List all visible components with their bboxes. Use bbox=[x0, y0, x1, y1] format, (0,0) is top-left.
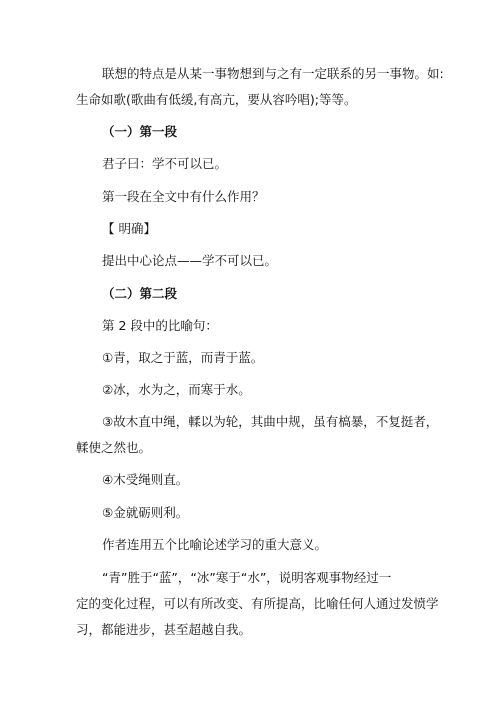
clarify-label: 【 明确】 bbox=[102, 221, 156, 236]
paragraph-line: 定的变化过程，可以有所改变、有所提高，比喻任何人通过发愤学 bbox=[76, 596, 439, 611]
paragraph-line: 生命如歌(歌曲有低缓,有高亢，要从容吟唱);等等。 bbox=[76, 92, 357, 107]
paragraph-line: “青”胜于“蓝”，“冰”寒于“水”，说明客观事物经过一 bbox=[102, 570, 392, 585]
list-item-continuation: 輮使之然也。 bbox=[76, 440, 152, 455]
metaphor-intro: 第 2 段中的比喻句： bbox=[102, 318, 218, 333]
summary-text: 作者连用五个比喻论述学习的重大意义。 bbox=[102, 537, 328, 552]
paragraph-line: 联想的特点是从某一事物想到与之有一定联系的另一事物。如: bbox=[102, 66, 444, 81]
list-item: ④木受绳则直。 bbox=[102, 472, 189, 487]
quote-text: 君子曰：学不可以已。 bbox=[102, 156, 228, 171]
list-item: ②冰，水为之，而寒于水。 bbox=[102, 382, 251, 397]
section-heading: （二）第二段 bbox=[102, 286, 178, 301]
list-item: ③故木直中绳，輮以为轮，其曲中规，虽有槁暴，不复挺者， bbox=[102, 414, 439, 429]
list-item: ⑤金就砺则利。 bbox=[102, 505, 189, 520]
list-item: ①青，取之于蓝，而青于蓝。 bbox=[102, 350, 264, 365]
section-heading: （一）第一段 bbox=[102, 124, 178, 139]
paragraph-line: 习，都能进步，甚至超越自我。 bbox=[76, 622, 252, 637]
question-text: 第一段在全文中有什么作用？ bbox=[102, 189, 265, 204]
answer-text: 提出中心论点——学不可以已。 bbox=[102, 253, 278, 268]
